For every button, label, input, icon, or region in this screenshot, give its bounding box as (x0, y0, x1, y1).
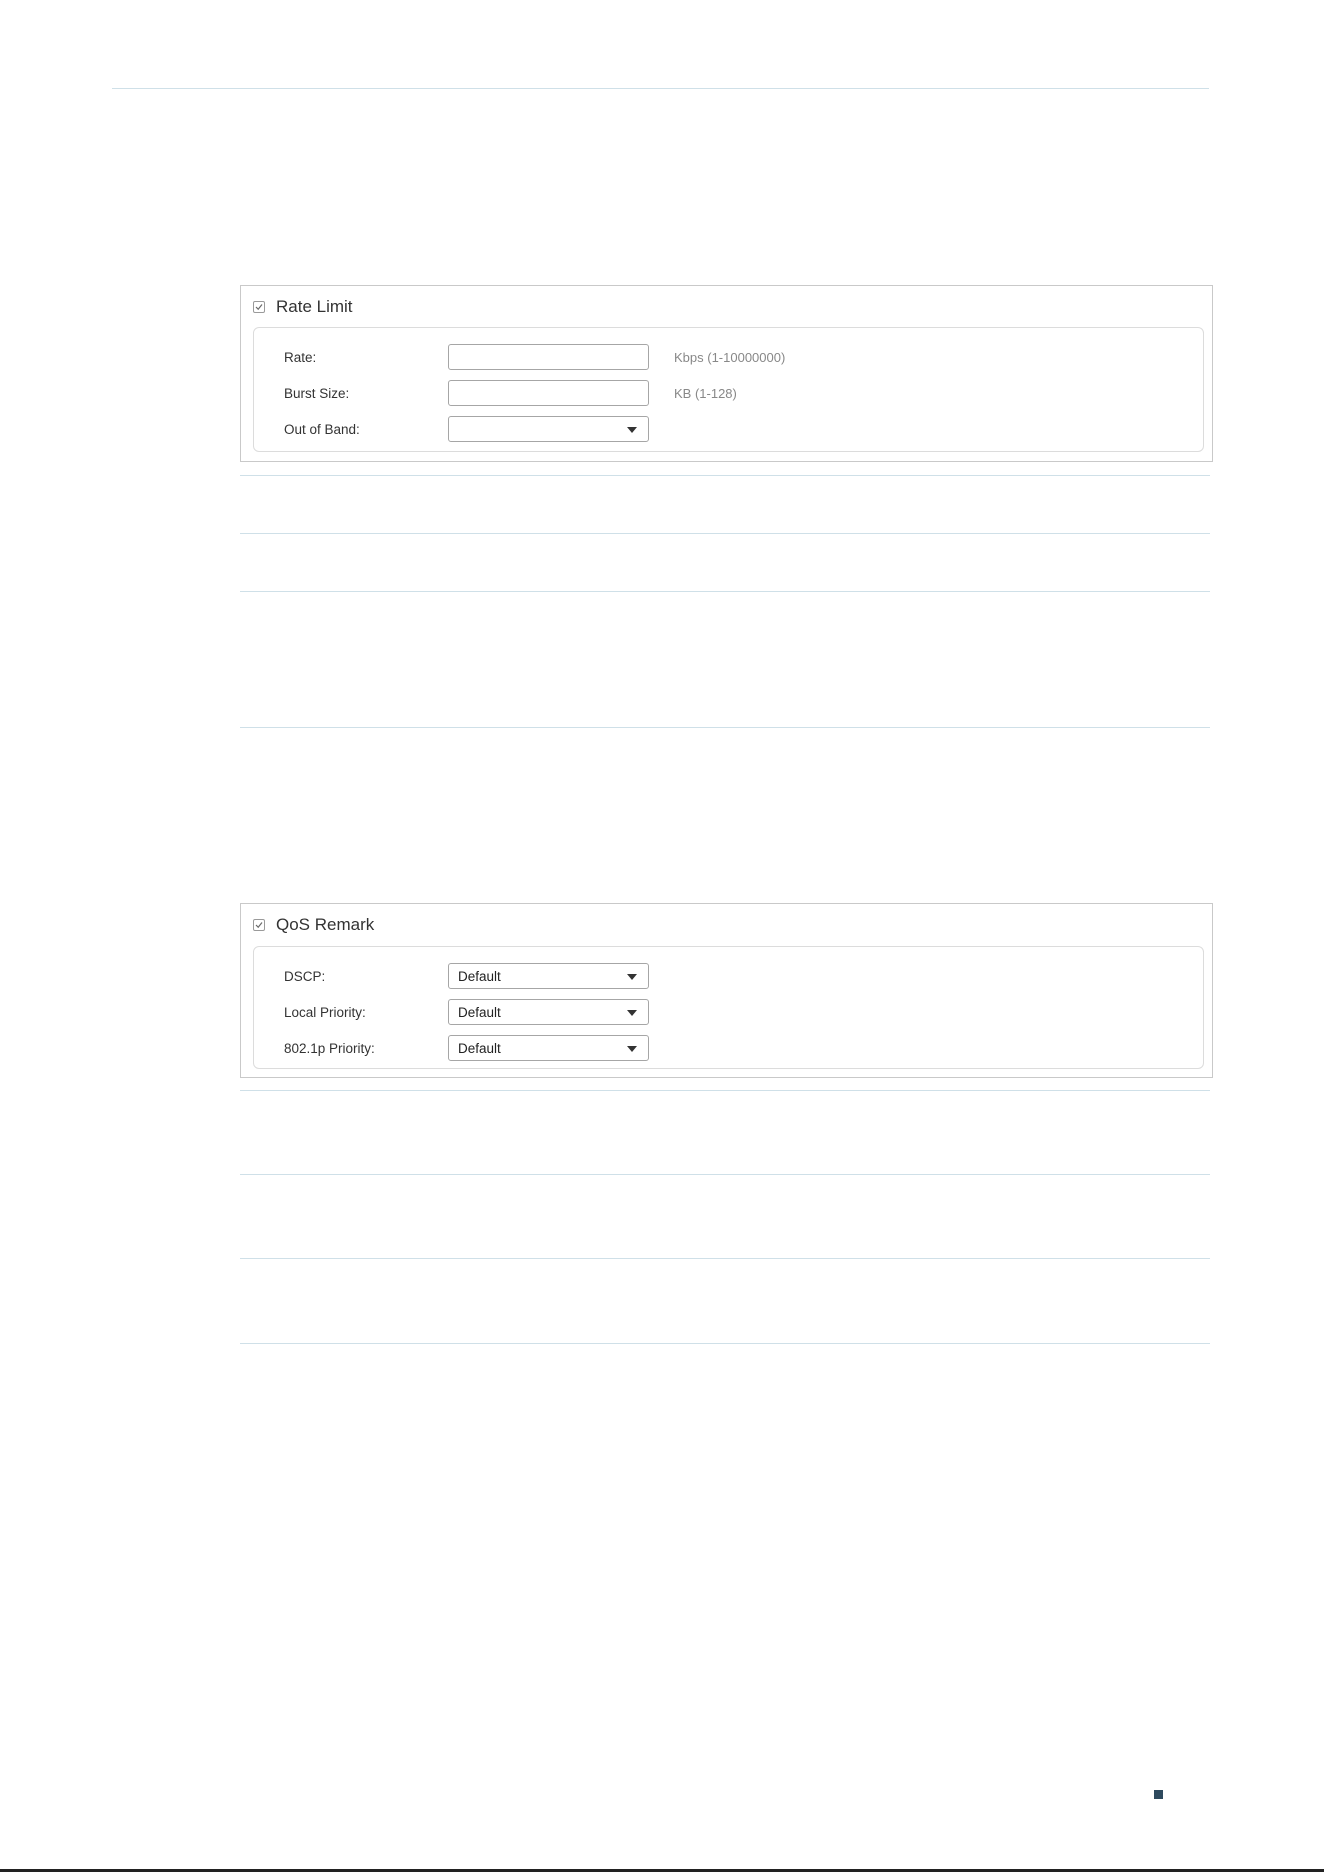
local-priority-row (254, 999, 1203, 1027)
local-priority-label: Local Priority: (284, 1005, 366, 1020)
local-priority-value: Default (458, 1005, 501, 1020)
out-of-band-select[interactable] (448, 416, 649, 442)
rate-input[interactable] (448, 344, 649, 370)
chevron-down-icon (627, 427, 637, 433)
table-rule (240, 533, 1210, 534)
burst-size-hint: KB (1-128) (674, 386, 737, 401)
burst-size-label: Burst Size: (284, 386, 350, 401)
dot1p-priority-value: Default (458, 1041, 501, 1056)
chevron-down-icon (627, 974, 637, 980)
dot1p-priority-select[interactable] (448, 1035, 649, 1061)
chevron-down-icon (627, 1010, 637, 1016)
dscp-select[interactable] (448, 963, 649, 989)
rate-hint: Kbps (1-10000000) (674, 350, 786, 365)
table-rule (240, 591, 1210, 592)
table-rule (240, 475, 1210, 476)
rate-limit-panel (240, 285, 1213, 462)
chevron-down-icon (627, 1046, 637, 1052)
local-priority-select[interactable] (448, 999, 649, 1025)
rate-row (254, 344, 1203, 372)
table-rule (240, 1343, 1210, 1344)
qos-remark-panel (240, 903, 1213, 1078)
burst-size-input[interactable] (448, 380, 649, 406)
dot1p-priority-row (254, 1035, 1203, 1063)
checkmark-icon (255, 921, 263, 929)
dot1p-priority-label: 802.1p Priority: (284, 1041, 375, 1056)
out-of-band-row (254, 416, 1203, 444)
checkmark-icon (255, 303, 263, 311)
rate-limit-fields (253, 327, 1204, 452)
dscp-label: DSCP: (284, 969, 326, 984)
table-rule (240, 1174, 1210, 1175)
burst-size-row (254, 380, 1203, 408)
table-rule (240, 1258, 1210, 1259)
out-of-band-label: Out of Band: (284, 422, 360, 437)
header-rule (112, 88, 1209, 89)
qos-remark-checkbox[interactable] (253, 919, 265, 931)
rate-limit-title: Rate Limit (276, 297, 353, 316)
table-rule (240, 1090, 1210, 1091)
rate-limit-checkbox[interactable] (253, 301, 265, 313)
rate-label: Rate: (284, 350, 317, 365)
qos-remark-header (253, 915, 374, 935)
qos-remark-fields (253, 946, 1204, 1069)
table-rule (240, 727, 1210, 728)
dscp-value: Default (458, 969, 501, 984)
rate-limit-header (253, 297, 353, 317)
dscp-row (254, 963, 1203, 991)
page-marker-icon (1154, 1790, 1163, 1799)
qos-remark-title: QoS Remark (276, 915, 375, 934)
